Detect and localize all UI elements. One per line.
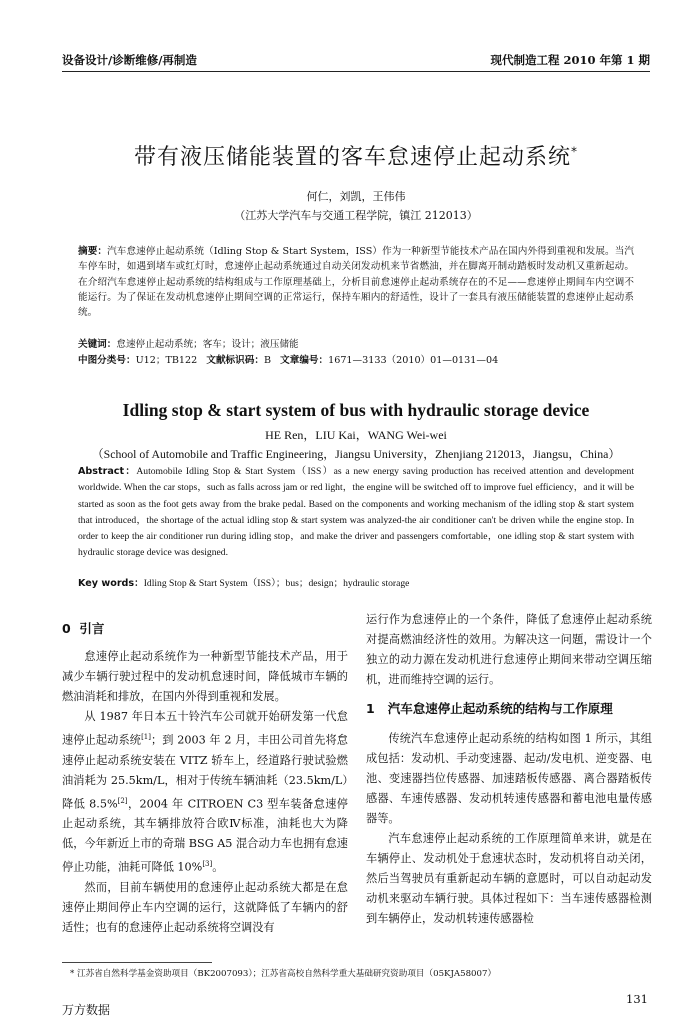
running-header-left: 设备设计/诊断维修/再制造 — [62, 53, 197, 67]
header-rule — [62, 71, 650, 72]
keywords-en — [78, 576, 634, 591]
abstract-en-text: Automobile Idling Stop & Start System（ISS）as a new energy saving production has received attention and development worldwide. When the car stops，such as falls across jam or red light，the engine will be switched off to improve fuel efficiency，and it will be started as soon as the foot gets away from the brake pedal. Based on the components and working mechanism of the idling stop & start system that introduced，the shortage of the actual idling stop & start system was analyzed-the air conditioner can't be driven while the engine stop. In order to keep the air conditioner run during idling stop，and make the driver and passengers comfortable，one idling stop & start system with hydraulic storage device was designed. — [78, 466, 634, 559]
abstract-cn — [78, 244, 634, 320]
section-1-number: 1 — [366, 701, 375, 716]
abstract-en-label: Abstract： — [78, 466, 137, 477]
section-0-paragraph-3: 然而，目前车辆使用的怠速停止起动系统大都是在怠速停止期间停止车内空调的运行，这就降低了车辆内的舒适性；也有的怠速停止起动系统将空调没有 — [62, 881, 348, 935]
section-0-paragraph-1: 怠速停止起动系统作为一种新型节能技术产品，用于减少车辆行驶过程中的发动机怠速时间，降低城市车辆的燃油消耗和排放，在国内外得到重视和发展。 — [62, 650, 348, 703]
citation-2: [2] — [117, 796, 128, 805]
watermark: 万方数据 — [62, 1003, 111, 1017]
left-column — [62, 619, 348, 938]
running-header-right: 现代制造工程 2010 年第 1 期 — [490, 53, 650, 67]
right-column — [366, 610, 652, 929]
section-1-title: 汽车怠速停止起动系统的结构与工作原理 — [387, 701, 613, 716]
page-number: 131 — [626, 992, 648, 1006]
section-1-paragraph-1: 传统汽车怠速停止起动系统的结构如图 1 所示，其组成包括：发动机、手动变速器、起动/发电机、逆变器、电池、变速器挡位传感器、加速踏板传感器、离合器踏板传感器、车速传感器、发动机转速传感器和蓄电池电量传感器等。 — [366, 732, 652, 825]
section-0-number: 0 — [62, 621, 71, 636]
doc-code-label: 文献标识码： — [206, 355, 264, 366]
english-affiliation: （School of Automobile and Traffic Engineering，Jiangsu University，Zhenjiang 212013，Jiangsu，China） — [91, 447, 621, 461]
footnote-rule — [62, 962, 212, 963]
doc-code-value: B — [263, 355, 271, 366]
clc-value: U12；TB122 — [135, 355, 198, 366]
right-column-continuation: 运行作为怠速停止的一个条件，降低了怠速停止起动系统对提高燃油经济性的效用。为解决这一问题，需设计一个独立的动力源在发动机进行怠速停止期间来带动空调压缩机，进而维持空调的运行。 — [366, 613, 652, 686]
abstract-en — [78, 464, 634, 562]
keywords-en-label: Key words： — [78, 578, 144, 589]
abstract-cn-label: 摘要： — [78, 246, 108, 257]
english-title: Idling stop & start system of bus with hydraulic storage device — [122, 400, 590, 420]
section-0-title: 引言 — [79, 621, 105, 636]
article-number-value: 1671—3133（2010）01—0131—04 — [328, 355, 499, 366]
keywords-cn-text: 怠速停止起动系统；客车；设计；液压储能 — [116, 339, 299, 350]
classification-line — [78, 353, 634, 368]
title-footnote-mark: * — [571, 144, 578, 159]
keywords-cn-label: 关键词： — [78, 339, 117, 350]
citation-1: [1] — [141, 733, 151, 741]
clc-label: 中图分类号： — [78, 355, 136, 366]
section-0-heading — [62, 619, 348, 639]
paper-title: 带有液压储能装置的客车怠速停止起动系统* — [133, 144, 578, 170]
article-number-label: 文章编号： — [280, 355, 329, 366]
abstract-cn-text: 汽车怠速停止起动系统（Idling Stop & Start System，ISS）作为一种新型节能技术产品在国内外得到重视和发展。当汽车停车时，如遇到堵车或红灯时，怠速停止起动系统通过自动关闭发动机来节省燃油，并在脚离开制动踏板时发动机又重新起动。在介绍汽车怠速停止起动系统的结构组成与工作原理基础上，分析目前怠速停止起动系统存在的不足——怠速停止期间车内空调不能运行。为了保证在发动机怠速停止期间空调的正常运行，保持车厢内的舒适性，设计了一套具有液压储能装置的怠速停止起动系统。 — [78, 246, 635, 319]
authors: 何仁，刘凯，王伟伟 — [306, 190, 406, 203]
keywords-en-text: Idling Stop & Start System（ISS）；bus；design；hydraulic storage — [143, 578, 410, 589]
keywords-cn — [78, 337, 634, 352]
section-1-heading — [366, 699, 652, 719]
affiliation: （江苏大学汽车与交通工程学院，镇江 212013） — [234, 209, 478, 222]
citation-3: [3] — [202, 860, 213, 869]
funding-footnote: * 江苏省自然科学基金资助项目（BK2007093）；江苏省高校自然科学重大基础研究资助项目（05KJA58007） — [70, 969, 497, 979]
english-authors: HE Ren，LIU Kai，WANG Wei-wei — [265, 428, 447, 442]
section-1-paragraph-2: 汽车怠速停止起动系统的工作原理简单来讲，就是在车辆停止、发动机处于怠速状态时，发动机将自动关闭，然后当驾驶员有重新起动车辆的意愿时，可以自动起动发动机来驱动车辆行驶。具体过程如下：当车速传感器检测到车辆停止，发动机转速传感器检 — [366, 832, 652, 925]
section-0-paragraph-2: 从 1987 年日本五十铃汽车公司就开始研发第一代怠速停止起动系统[1]；到 2003 年 2 月，丰田公司首先将怠速停止起动系统安装在 VITZ 轿车上，经道路行驶试验燃油消耗为 25.5km/L，相对于传统车辆油耗（23.5km/L）降低 8.5%[2]，2004 年 CITROEN C3 型车装备怠速停止起动系统，其车辆排放符合欧Ⅳ标准，油耗也大为降低，今年新近上市的奇瑞 BSG A5 混合动力车也拥有怠速停止功能，油耗可降低 10%[3]。 — [62, 710, 348, 875]
